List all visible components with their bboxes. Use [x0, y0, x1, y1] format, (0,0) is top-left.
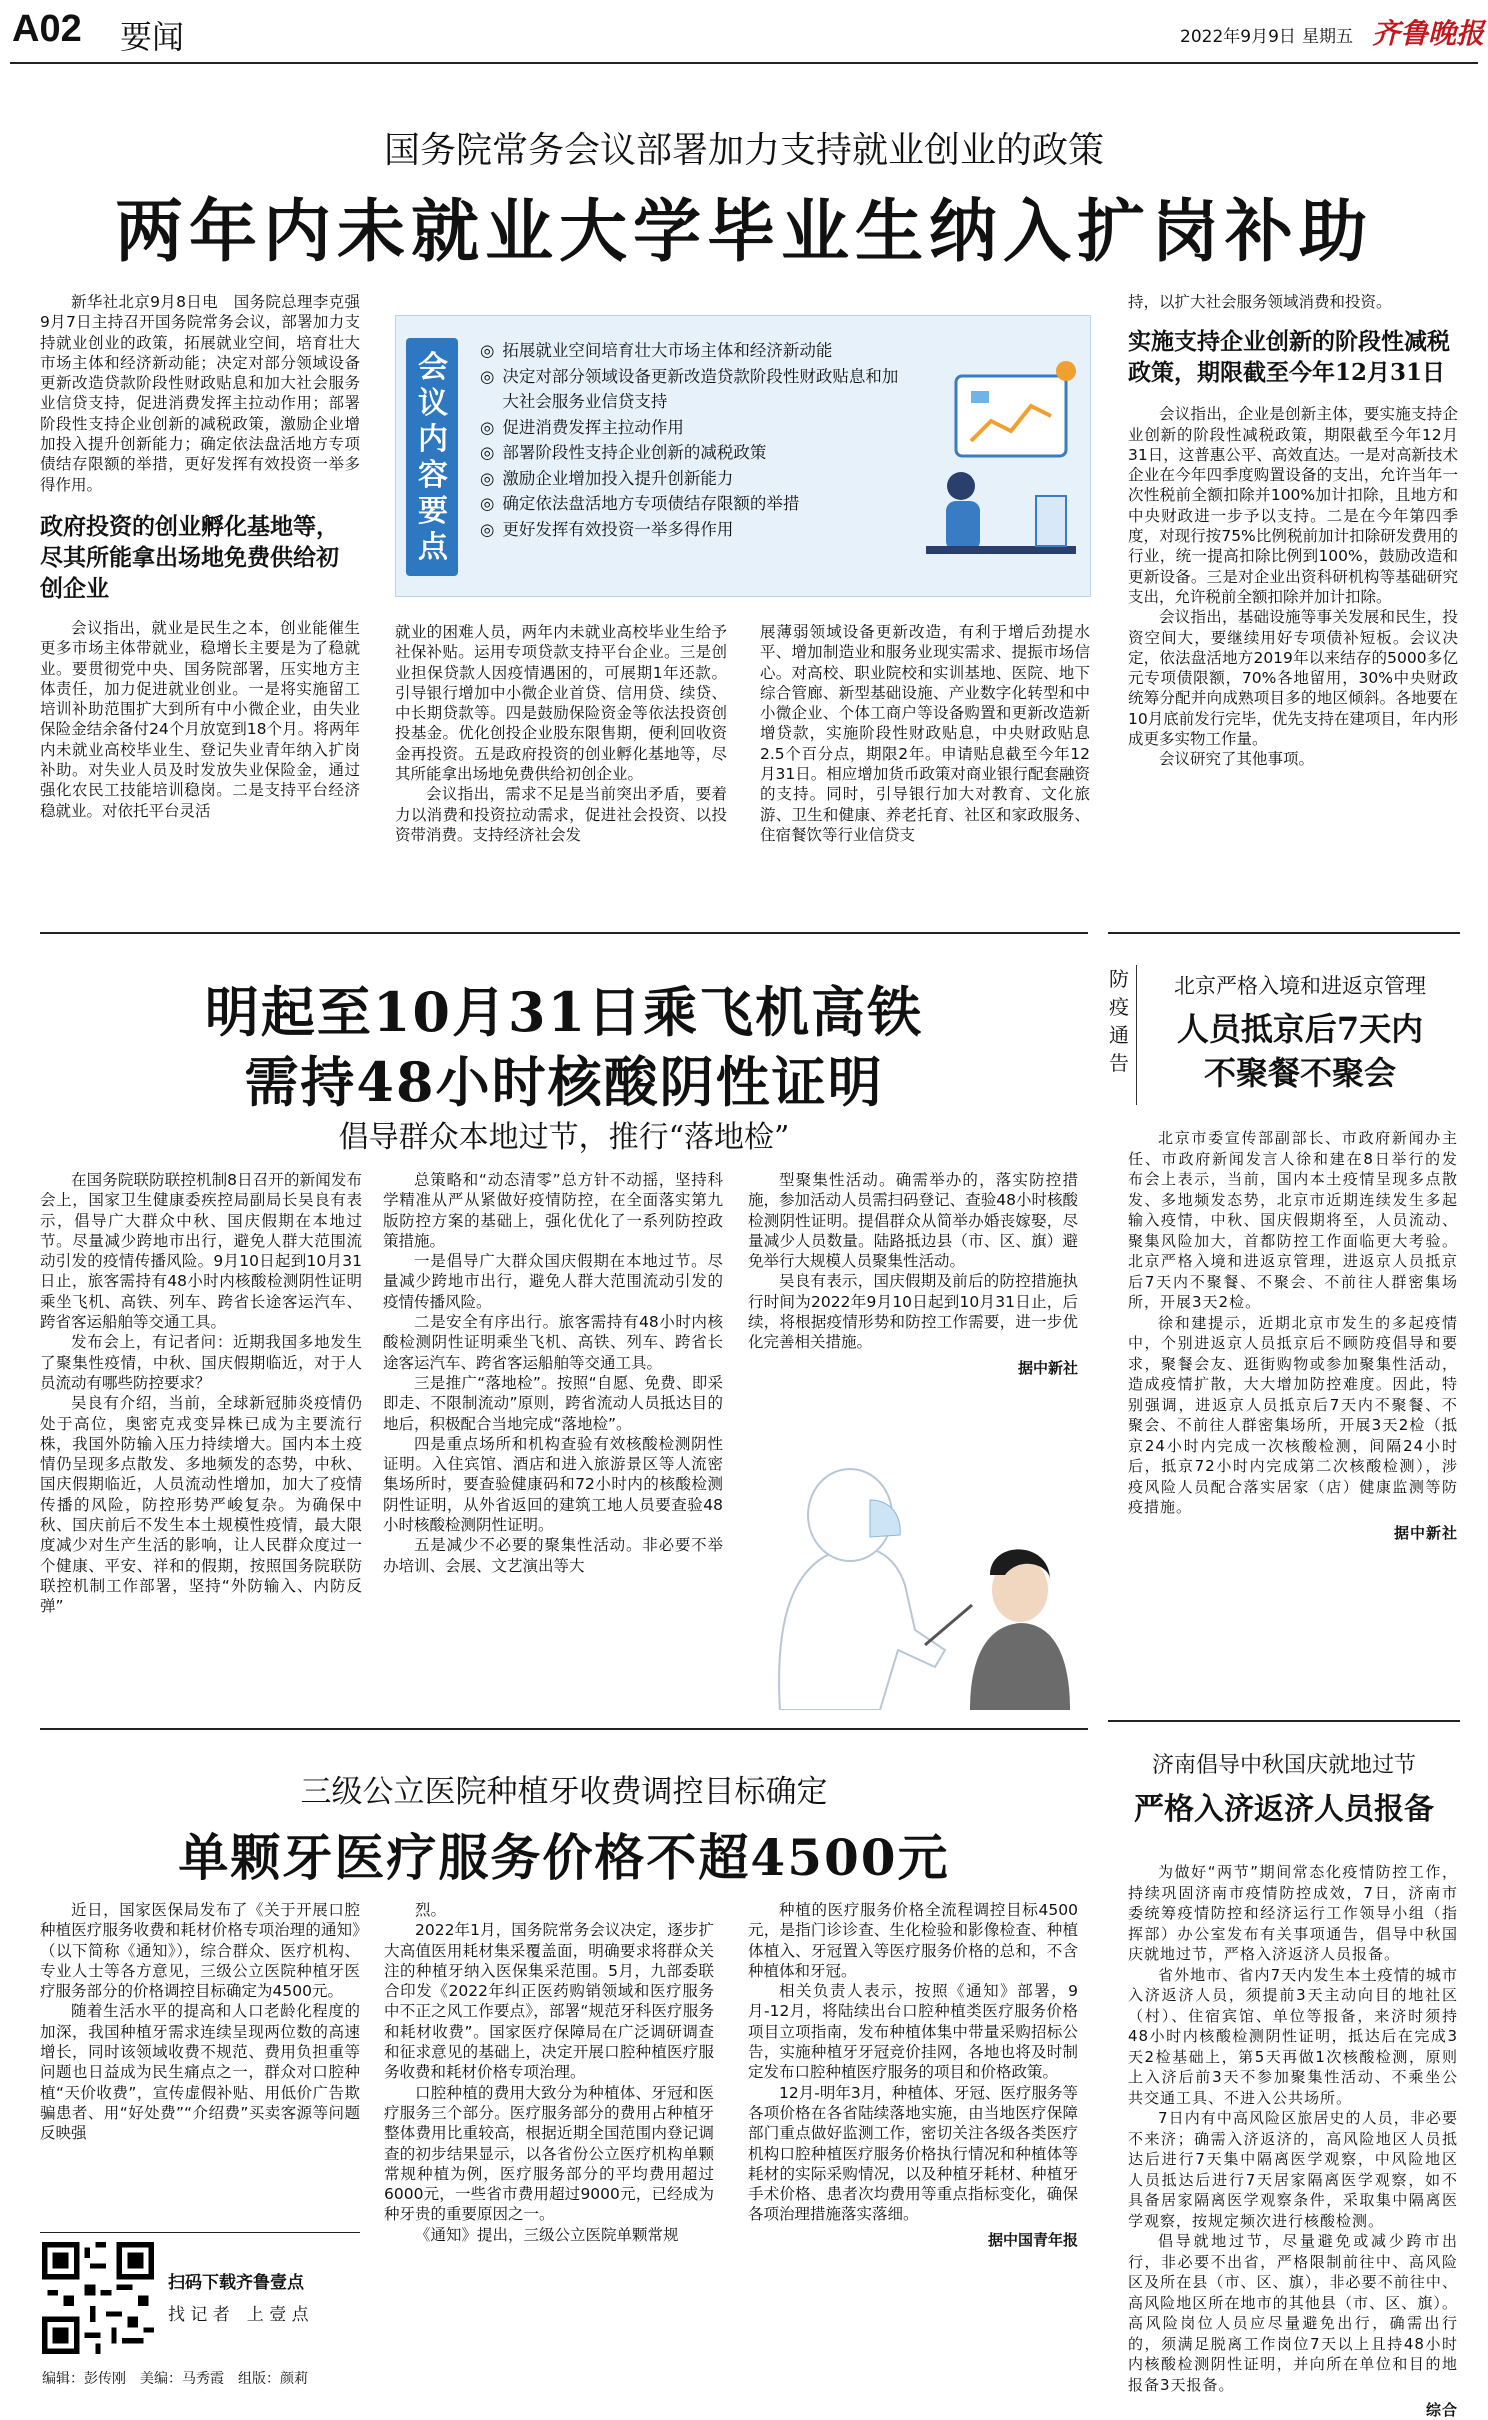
a1-lead: 新华社北京9月8日电 国务院总理李克强9月7日主持召开国务院常务会议，部署加力支持就业创业的政策，拓展就业空间，培育壮大市场主体和经济新动能；决定对部分领域设备更新改造贷款阶段性财政贴息和加大社会服务业信贷支持，促进消费发挥主拉动作用；部署阶段性支持企业创新的减税政策，激励企业增加投入提升创新能力；确定依法盘活地方专项债结存限额的举措，更好发挥有效投资一举多得作用。: [40, 293, 360, 494]
a1-right-rule: [1108, 932, 1460, 934]
key-point-text: 决定对部分领域设备更新改造贷款阶段性财政贴息和加大社会服务业信贷支持: [502, 366, 899, 411]
page-number: A02: [12, 8, 82, 50]
paragraph: 型聚集性活动。确需举办的，落实防控措施，参加活动人员需扫码登记、查验48小时核酸检测阴性证明。提倡群众从简举办婚丧嫁娶，尽量减少人员数量。陆路抵边县（市、区、旗）避免举行大规模人员聚集性活动。: [748, 1171, 1078, 1271]
a4-body: [1128, 1862, 1458, 2420]
key-point-item: [480, 466, 910, 492]
page-header: [0, 0, 1488, 62]
paragraph: 相关负责人表示，按照《通知》部署，9月-12月，将陆续出台口腔种植类医疗服务价格项目立项指南，发布种植体集中带量采购招标公告，实施种植牙牙冠竞价挂网，各地也将及时制定发布口腔种植医疗服务的项目和价格政策。: [748, 1982, 1078, 2082]
paragraph: 烈。: [415, 1901, 447, 1919]
a4-kicker: 济南倡导中秋国庆就地过节: [1151, 1753, 1416, 1778]
a1-subhead-right: 实施支持企业创新的阶段性减税政策，期限截至今年12月31日: [1128, 328, 1450, 387]
paragraph: 吴良有表示，国庆假期及前后的防控措施执行时间为2022年9月10日起到10月31日止，后续，将根据疫情形势和防控工作需要，进一步优化完善相关措施。: [748, 1272, 1078, 1352]
key-point-text: 促进消费发挥主拉动作用: [502, 417, 684, 437]
a2-col-1: [40, 1170, 362, 1617]
editor-credits: 编辑：彭传刚 美编：马秀霞 组版：颜莉: [42, 2371, 308, 2387]
a5-col-2: [384, 1900, 714, 2245]
qr-caption-2: 找 记 者 上 壹 点: [168, 2305, 309, 2325]
a1-subhead-left: 政府投资的创业孵化基地等，尽其所能拿出场地免费供给初创企业: [40, 512, 339, 602]
paragraph: 随着生活水平的提高和人口老龄化程度的加深，我国种植牙需求连续呈现两位数的高速增长，同时该领域收费不规范、费用负担重等问题也日益成为民生痛点之一，群众对口腔种植“天价收费”，宣传虚假补贴、用低价广告欺骗患者、用“好处费”“介绍费”买卖客源等问题反映强: [40, 2002, 360, 2143]
key-point-item: [480, 364, 910, 415]
a1-mid2: 展薄弱领域设备更新改造，有利于增后劲提水平、增加制造业和服务业现实需求、提振市场信心。对高校、职业院校和实训基地、医院、地下综合管廊、新型基础设施、产业数字化转型和中小微企业、个体工商户等设备购置和更新改造新增贷款，实施阶段性财政贴息，中央财政贴息2.5个百分点，期限2年。申请贴息截至今年12月31日。相应增加货币政策对商业银行配套融资的支持。同时，引导银行加大对教育、文化旅游、卫生和健康、养老托育、社区和家政服务、住宿餐饮等行业信贷支: [760, 623, 1090, 844]
key-point-text: 部署阶段性支持企业创新的减税政策: [502, 443, 767, 462]
footer-rule: [40, 2232, 360, 2233]
paragraph: 北京市委宣传部副部长、市政府新闻办主任、市政府新闻发言人徐和建在8日举行的发布会上表示，当前，国内本土疫情呈现多点散发、多地频发态势，北京市近期连续发生多起输入疫情，中秋、国庆假期将至，人员流动、聚集风险加大，首都防控工作面临更大考验。北京严格入境和进返京管理，进返京人员抵京后7天内不聚餐、不聚会、不前往人群密集场所，开展3天2检。: [1128, 1129, 1458, 1311]
a5-col-1: [40, 1900, 360, 2144]
a1-kicker: 国务院常务会议部署加力支持就业创业的政策: [383, 130, 1104, 171]
bullet-icon: ◎: [480, 494, 495, 513]
a1-bottom-rule: [40, 932, 1088, 934]
paragraph: 省外地市、省内7天内发生本土疫情的城市入济返济人员，须提前3天主动向目的地社区（村）、住宿宾馆、单位等报备，来济时须持48小时内核酸检测阴性证明，抵达后在完成3天2检基础上，第5天再做1次核酸检测，原则上入济后前3天不参加聚集性活动、不乘坐公共交通工具、不进入公共场所。: [1128, 1965, 1458, 2107]
a3-tag: [1108, 965, 1137, 1105]
nucleic-test-illustration: [720, 1455, 1080, 1710]
issue-date: 2022年9月9日: [1180, 27, 1296, 47]
paragraph: 总策略和“动态清零”总方针不动摇，坚持科学精准从严从紧做好疫情防控，在全面落实第九版防控方案的基础上，强化优化了一系列防控政策措施。: [383, 1171, 723, 1250]
key-points-list: [480, 338, 910, 542]
key-point-text: 确定依法盘活地方专项债结存限额的举措: [502, 494, 800, 513]
bullet-icon: ◎: [480, 468, 495, 488]
paper-logo: 齐鲁晚报: [1372, 17, 1485, 50]
key-point-item: [480, 415, 910, 441]
a5-kicker: 三级公立医院种植牙收费调控目标确定: [300, 1774, 828, 1810]
a3-body: [1128, 1128, 1458, 1543]
paragraph: 徐和建提示，近期北京市发生的多起疫情中，个别进返京人员抵京后不顾防疫倡导和要求，聚餐会友、逛街购物或参加聚集性活动，造成疫情扩散，大大增加防控难度。因此，特别强调，进返京人员抵京后7天内不聚餐、不聚会、不前往人群密集场所，开展3天2检（抵京24小时内完成一次核酸检测，间隔24小时后，抵京72小时内完成第二次核酸检测），涉疫风险人员配合落实居家（店）健康监测等防疫措施。: [1128, 1313, 1458, 1516]
paragraph: 近日，国家医保局发布了《关于开展口腔种植医疗服务收费和耗材价格专项治理的通知》（以下简称《通知》），综合群众、医疗机构、专业人士等各方意见，三级公立医院种植牙医疗服务部分的价格调控目标确定为4500元。: [40, 1901, 360, 2001]
bullet-icon: ◎: [480, 366, 495, 386]
key-point-text: 激励企业增加投入提升创新能力: [502, 468, 734, 488]
bullet-icon: ◎: [480, 519, 495, 539]
paragraph: 在国务院联防联控机制8日召开的新闻发布会上，国家卫生健康委疾控局副局长吴良有表示，倡导广大群众中秋、国庆假期在本地过节。尽量减少跨地市出行，避免人群大范围流动引发的疫情传播风险。9月10日起到10月31日止，旅客需持有48小时内核酸检测阴性证明乘坐飞机、高铁、列车、跨省长途客运汽车、跨省客运船舶等交通工具。: [40, 1171, 362, 1332]
bullet-icon: ◎: [480, 417, 495, 437]
a2-col-2: [383, 1170, 723, 1576]
a4-headline: 严格入济返济人员报备: [1134, 1792, 1434, 1827]
bullet-icon: ◎: [480, 443, 495, 462]
key-points-box: [395, 315, 1091, 597]
bullet-icon: ◎: [480, 341, 495, 360]
a1-mid1b: 会议指出，需求不足是当前突出矛盾，要着力以消费和投资拉动需求，促进社会投资、以投资带消费。支持经济社会发: [395, 785, 727, 844]
paragraph: 五是减少不必要的聚集性活动。非必要不举办培训、会展、文艺演出等大: [383, 1536, 723, 1575]
a1-right-column: [1128, 292, 1458, 770]
a2-col-3: [748, 1170, 1078, 1378]
paragraph: 倡导就地过节，尽量避免或减少跨市出行，非必要不出省，严格限制前往中、高风险区及所在县（市、区、旗），非必要不前往中、高风险地区所在地市的其他县（市、区、旗）。高风险岗位人员应尽量避免出行，确需出行的，须满足脱离工作岗位7天以上且持48小时内核酸检测阴性证明，并向所在单位和目的地报备3天报备。: [1128, 2232, 1458, 2394]
a3-credit: 据中新社: [1393, 1523, 1458, 1542]
a3-bottom-rule: [1108, 1720, 1460, 1722]
a2-headline-line2: 需持48小时核酸阴性证明: [244, 1050, 884, 1114]
a1-right-top: 持，以扩大社会服务领域消费和投资。: [1128, 293, 1392, 311]
desk-illustration: [916, 346, 1086, 586]
a5-headline: 单颗牙医疗服务价格不超4500元: [178, 1828, 950, 1887]
key-point-item: [480, 338, 910, 364]
qr-code[interactable]: [42, 2242, 154, 2354]
paragraph: 2022年1月，国务院常务会议决定，逐步扩大高值医用耗材集采覆盖面，明确要求将群众关注的种植牙纳入医保集采范围。5月，九部委联合印发《2022年纠正医药购销领域和医疗服务中不正之风工作要点》，部署“规范牙科医疗服务和耗材收费”。国家医疗保障局在广泛调研调查和征求意见的基础上，决定开展口腔种植医疗服务收费和耗材价格专项治理。: [384, 1921, 714, 2082]
a3-headline-line2: 不聚餐不聚会: [1203, 1054, 1396, 1092]
issue-weekday: 星期五: [1302, 27, 1353, 47]
a1-left-column: [40, 292, 360, 821]
qr-caption-1: 扫码下载齐鲁壹点: [168, 2273, 304, 2293]
a4-credit: 综合: [1425, 2401, 1458, 2419]
a3-kicker: 北京严格入境和进返京管理: [1174, 974, 1426, 998]
a1-mid-col-2: [760, 622, 1090, 845]
a1-mid1: 就业的困难人员，两年内未就业高校毕业生给予社保补贴。运用专项贷款支持平台企业。三是创业担保贷款人因疫情遇困的，可展期1年还款。引导银行增加中小微企业首贷、信用贷、续贷、中长期贷款等。四是鼓励保险资金等依法投资创投基金。优化创投企业股东限售期，便利回收资金再投资。五是政府投资的创业孵化基地等，尽其所能拿出场地免费供给初创企业。: [395, 623, 727, 784]
paragraph: 7日内有中高风险区旅居史的人员，非必要不来济；确需入济返济的，高风险地区人员抵达后进行7天集中隔离医学观察，中风险地区人员抵达后进行7天居家隔离医学观察，如不具备居家隔离医学观察条件，采取集中隔离医学观察，按规定频次进行核酸检测。: [1128, 2109, 1458, 2230]
key-point-text: 更好发挥有效投资一举多得作用: [502, 519, 734, 539]
paragraph: 为做好“两节”期间常态化疫情防控工作，持续巩固济南市疫情防控成效，7日，济南市委统筹疫情防控和经济运行工作领导小组（指挥部）办公室发布有关事项通告，倡导中秋国庆就地过节，严格入济返济人员报备。: [1128, 1863, 1458, 1963]
paragraph: 一是倡导广大群众国庆假期在本地过节。尽量减少跨地市出行，避免人群大范围流动引发的疫情传播风险。: [383, 1252, 723, 1311]
paragraph: 口腔种植的费用大致分为种植体、牙冠和医疗服务三个部分。医疗服务部分的费用占种植牙整体费用比重较高，根据近期全国范围内登记调查的初步结果显示，以各省份公立医疗机构单颗常规种植为例，医疗服务部分的平均费用超过6000元，一些省市费用超过9000元，已经成为种牙贵的重要原因之一。: [384, 2083, 714, 2224]
a2-bottom-rule: [40, 1728, 1088, 1730]
a5-credit: 据中国青年报: [987, 2230, 1078, 2249]
a2-headline-line1: 明起至10月31日乘飞机高铁: [204, 980, 924, 1044]
a2-subtitle: 倡导群众本地过节，推行“落地检”: [338, 1120, 790, 1155]
a1-right-body2: 会议指出，基础设施等事关发展和民生，投资空间大，要继续用好专项债补短板。会议决定，依法盘活地方2019年以来结存的5000多亿元专项债限额，70%各地留用，30%中央财政统筹分配并向成熟项目多的地区倾斜。各地要在10月底前发行完毕，优先支持在建项目，年内形成更多实物工作量。: [1128, 608, 1458, 749]
paragraph: 发布会上，有记者问：近期我国多地发生了聚集性疫情，中秋、国庆假期临近，对于人员流动有哪些防控要求？: [40, 1333, 362, 1392]
paragraph: 二是安全有序出行。旅客需持有48小时内核酸检测阴性证明乘坐飞机、高铁、列车、跨省长途客运汽车、跨省客运船舶等交通工具。: [383, 1313, 723, 1372]
key-points-label-text: 会议内容要点: [418, 350, 448, 565]
a2-credit: 据中新社: [1017, 1358, 1078, 1377]
key-point-text: 拓展就业空间培育壮大市场主体和经济新动能: [502, 341, 833, 360]
paragraph: 四是重点场所和机构查验有效核酸检测阴性证明。入住宾馆、酒店和进入旅游景区等人流密集场所时，要查验健康码和72小时内的核酸检测阴性证明，从外省返回的建筑工地人员要查验48小时核酸检测阴性证明。: [383, 1434, 723, 1535]
a1-headline: 两年内未就业大学毕业生纳入扩岗补助: [114, 192, 1373, 272]
key-point-item: [480, 440, 910, 466]
a1-right-body1: 会议指出，企业是创新主体，要实施支持企业创新的阶段性减税政策，期限截至今年12月31日，这普惠公平、高效直达。一是对高新技术企业在今年四季度购置设备的支出，允许当年一次性税前全额扣除并100%加计扣除，且地方和中央财政进一步予以支持。二是在今年第四季度，对现行按75%比例税前加计扣除研发费用的行业，统一提高扣除比例到100%，鼓励改造和更新设备。三是对企业出资科研机构等基础研究支出，允许税前全额扣除并加计扣除。: [1128, 405, 1458, 606]
paragraph: 种植的医疗服务价格全流程调控目标4500元，是指门诊诊查、生化检验和影像检查、种植体植入、牙冠置入等医疗服务价格的总和，不含种植体和牙冠。: [748, 1901, 1078, 1980]
a3-tag-text: 防疫通告: [1109, 967, 1129, 1075]
paragraph: 12月-明年3月，种植体、牙冠、医疗服务等各项价格在各省陆续落地实施，由当地医疗保障部门重点做好监测工作，密切关注各级各类医疗机构口腔种植医疗服务价格执行情况和种植体等耗材的实际采购情况，以及种植牙耗材、种植牙手术价格、患者次均费用等重点指标变化，确保各项治理措施落实落细。: [748, 2083, 1078, 2224]
key-point-item: [480, 491, 910, 517]
a1-left-body: 会议指出，就业是民生之本，创业能催生更多市场主体带就业，稳增长主要是为了稳就业。要贯彻党中央、国务院部署，压实地方主体责任，加力促进就业创业。一是将实施留工培训补助范围扩大到所有中小微企业，由失业保险金结余备付24个月放宽到18个月。将两年内未就业高校毕业生、登记失业青年纳入扩岗补助。对失业人员及时发放失业保险金，通过强化农民工技能培训稳岗。二是支持平台经济稳就业。对依托平台灵活: [40, 618, 360, 820]
paragraph: 《通知》提出，三级公立医院单颗常规: [415, 2225, 679, 2244]
paragraph: 三是推广“落地检”。按照“自愿、免费、即采即走、不限制流动”原则，跨省流动人员抵达目的地后，积极配合当地完成“落地检”。: [383, 1373, 723, 1433]
a5-col-3: [748, 1900, 1078, 2250]
a1-mid-col-1: [395, 622, 727, 845]
key-point-item: [480, 517, 910, 543]
section-name: 要闻: [120, 18, 185, 56]
paragraph: 吴良有介绍，当前，全球新冠肺炎疫情仍处于高位，奥密克戎变异株已成为主要流行株，我国外防输入压力持续增大。国内本土疫情仍呈现多点散发、多地频发的态势，中秋、国庆假期临近，人员流动性增加，加大了疫情传播的风险，防控形势严峻复杂。为确保中秋、国庆前后不发生本土规模性疫情，最大限度减少对生产生活的影响，让人民群众度过一个健康、平安、祥和的假期，按照国务院联防联控机制工作部署，坚持“外防输入、内防反弹”: [40, 1394, 362, 1616]
header-rule: [10, 62, 1478, 64]
a1-right-body3: 会议研究了其他事项。: [1159, 750, 1315, 769]
a3-headline-line1: 人员抵京后7天内: [1176, 1010, 1424, 1048]
